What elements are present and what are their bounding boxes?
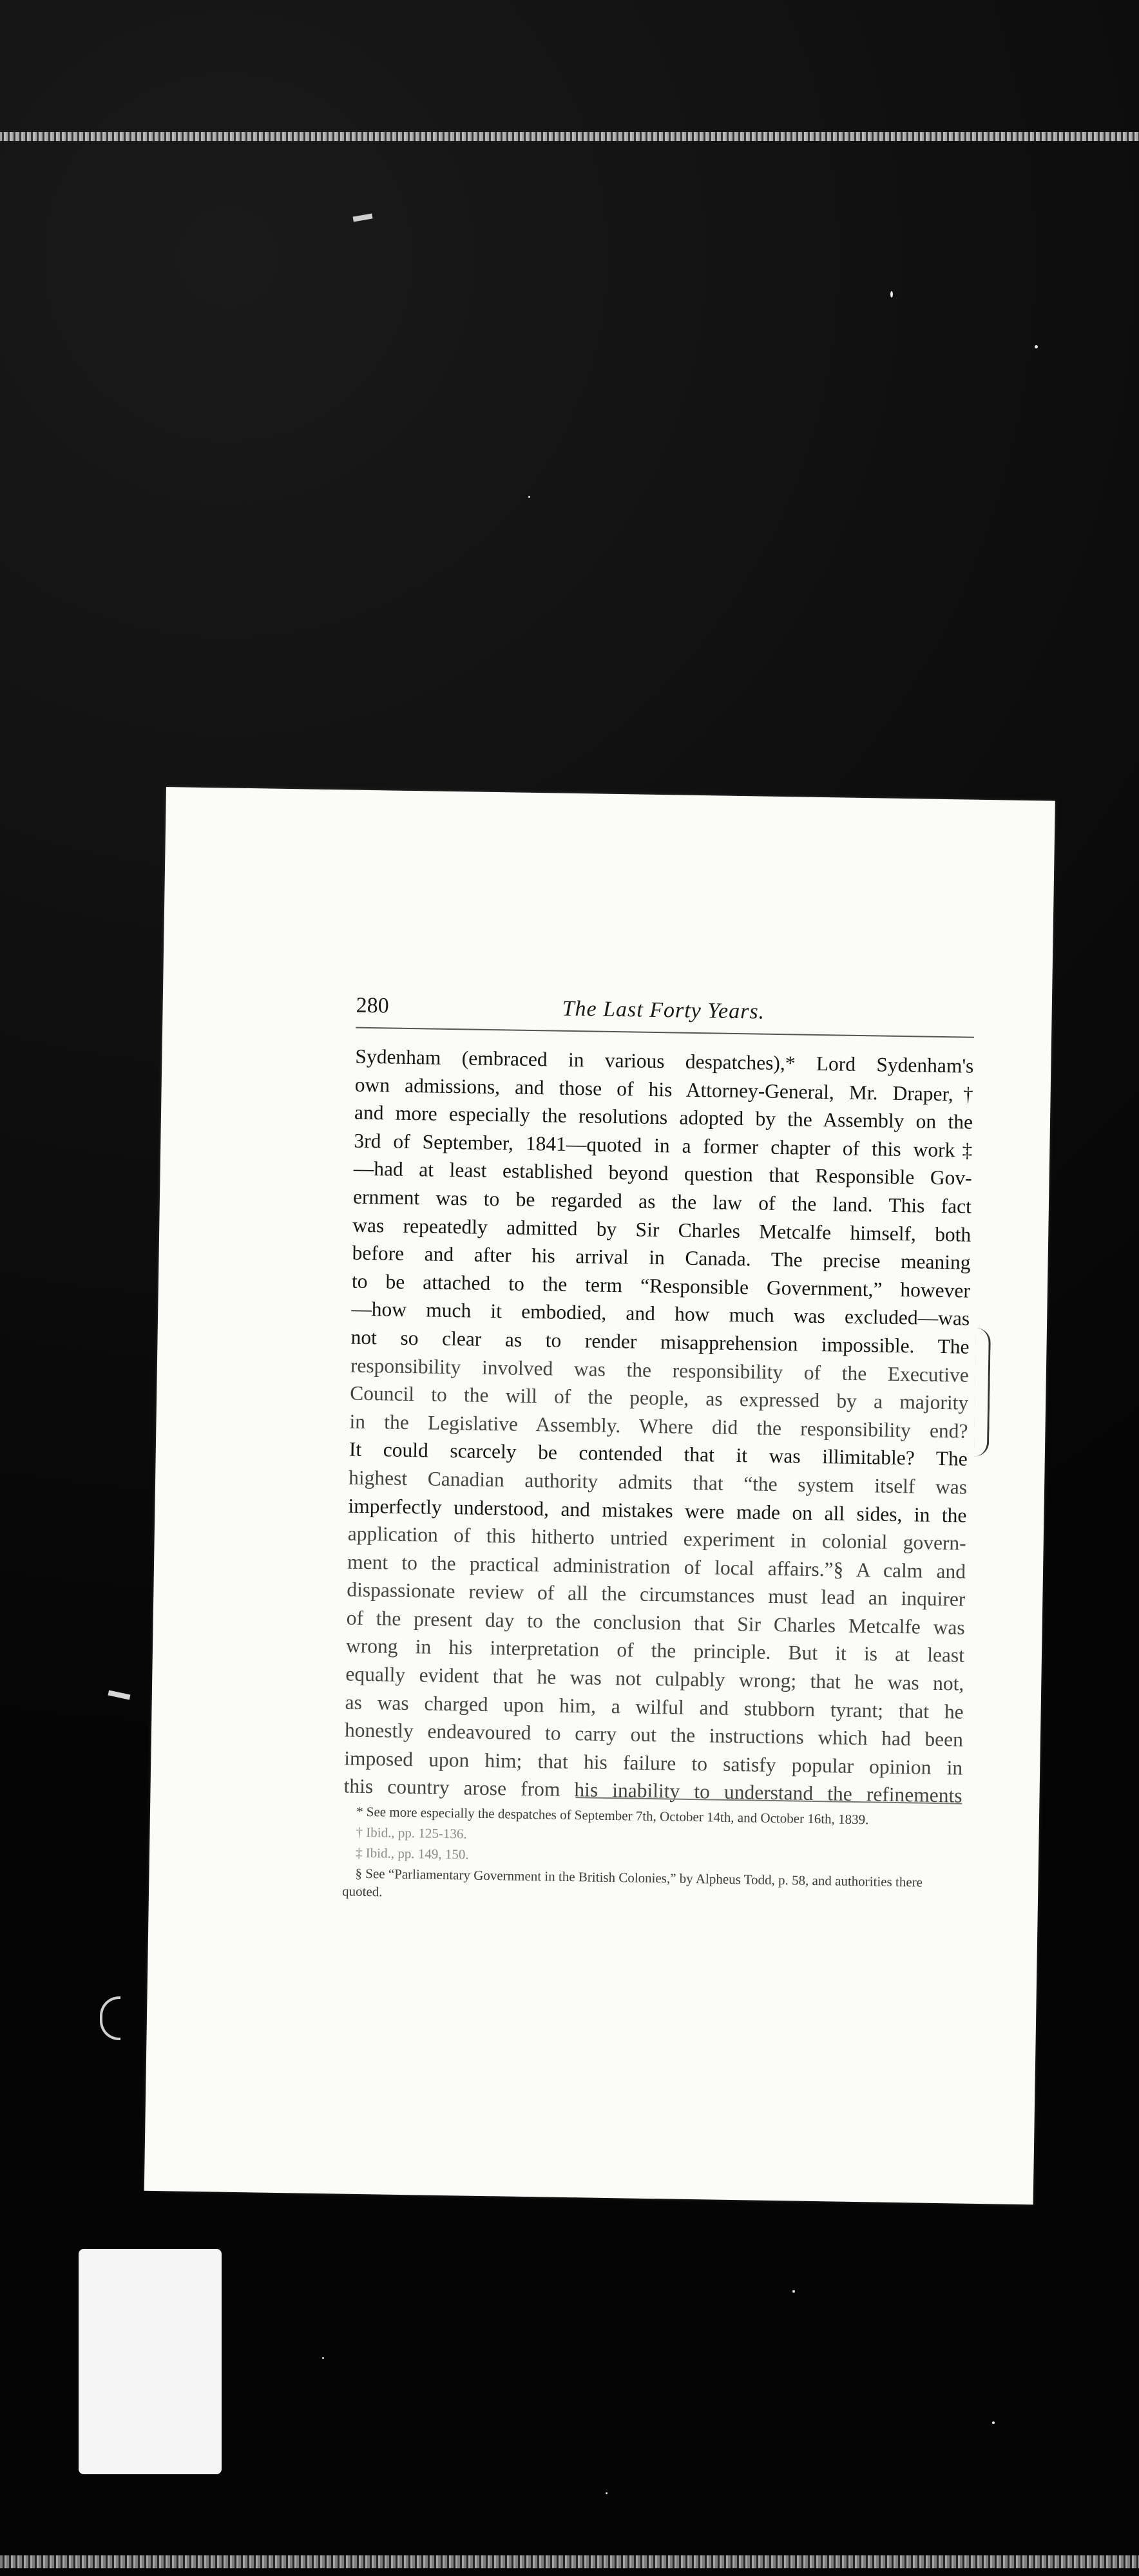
text-line: this country arose from his inability to understand the refinements (343, 1774, 962, 1808)
body-text (343, 1043, 973, 1810)
text-line: imperfectly understood, and mistakes were made on all sides, in the (348, 1494, 967, 1527)
text-line: in the Legislative Assembly. Where did the responsibility end? (349, 1410, 968, 1443)
text-line: own admissions, and those of his Attorney-General, Mr. Draper,† (354, 1073, 973, 1106)
text-line: —how much it embodied, and how much was excluded—was (351, 1297, 970, 1331)
footnote: * See more especially the despatches of September 7th, October 14th, and October 16th, 1839. (356, 1803, 869, 1828)
margin-bracket-mark (974, 1328, 991, 1457)
text-line: imposed upon him; that his failure to satisfy popular opinion in (344, 1747, 963, 1779)
footnote: § See “Parliamentary Government in the British Colonies,” by Alpheus Todd, p. 58, and authorities there quoted. (341, 1865, 923, 1900)
book-page (144, 787, 1055, 2204)
dust-speck (322, 2357, 324, 2359)
scan-white-patch (79, 2249, 222, 2474)
text-line: of the present day to the conclusion that Sir Charles Metcalfe was (346, 1606, 965, 1639)
dust-speck (1035, 345, 1038, 348)
film-edge-top (0, 132, 1139, 141)
text-line: dispassionate review of all the circumstances must lead an inquirer (347, 1578, 966, 1611)
dust-speck (606, 2492, 608, 2494)
text-line: application of this hitherto untried experiment in colonial govern- (347, 1522, 966, 1555)
text-line: ernment was to be regarded as the law of the land. This fact (352, 1185, 972, 1218)
text-line: before and after his arrival in Canada. The precise meaning (352, 1241, 971, 1274)
text-line: and more especially the resolutions adopted by the Assembly on the (354, 1101, 973, 1133)
page-number: 280 (356, 993, 389, 1018)
text-line: Sydenham (embraced in various despatches),* Lord Sydenham's (355, 1045, 974, 1077)
dust-speck (890, 291, 893, 298)
text-line: 3rd of September, 1841—quoted in a former chapter of this work‡ (354, 1129, 973, 1162)
text-line: It could scarcely be contended that it was illimitable? The (349, 1437, 968, 1470)
text-line: as was charged upon him, a wilful and stubborn tyrant; that he (345, 1690, 964, 1723)
text-line: ment to the practical administration of local affairs.”§ A calm and (347, 1550, 966, 1583)
film-edge-bottom (0, 2555, 1139, 2568)
text-line: wrong in his interpretation of the principle. But it is at least (345, 1634, 965, 1667)
dust-speck (528, 496, 530, 498)
text-line: not so clear as to render misapprehension impossible. The (350, 1325, 970, 1358)
page-header (356, 989, 975, 1038)
footnote: † Ibid., pp. 125-136. (356, 1824, 467, 1842)
text-line: to be attached to the term “Responsible Government,” however (351, 1269, 971, 1302)
text-line: responsibility involved was the responsibility of the Executive (350, 1354, 970, 1387)
text-line: honestly endeavoured to carry out the instructions which had been (344, 1718, 964, 1751)
text-line: was repeatedly admitted by Sir Charles Metcalfe himself, both (352, 1213, 972, 1246)
footnote: ‡ Ibid., pp. 149, 150. (355, 1844, 469, 1862)
text-line: equally evident that he was not culpably wrong; that he was not, (345, 1662, 964, 1695)
footnotes (342, 1803, 962, 1913)
text-line: —had at least established beyond question that Responsible Gov- (353, 1157, 972, 1190)
dust-speck (792, 2290, 795, 2293)
dust-speck (992, 2421, 995, 2424)
text-line: Council to the will of the people, as expressed by a majority (349, 1381, 969, 1414)
text-line: highest Canadian authority admits that “the system itself was (348, 1466, 968, 1499)
running-head: The Last Forty Years. (562, 996, 765, 1024)
